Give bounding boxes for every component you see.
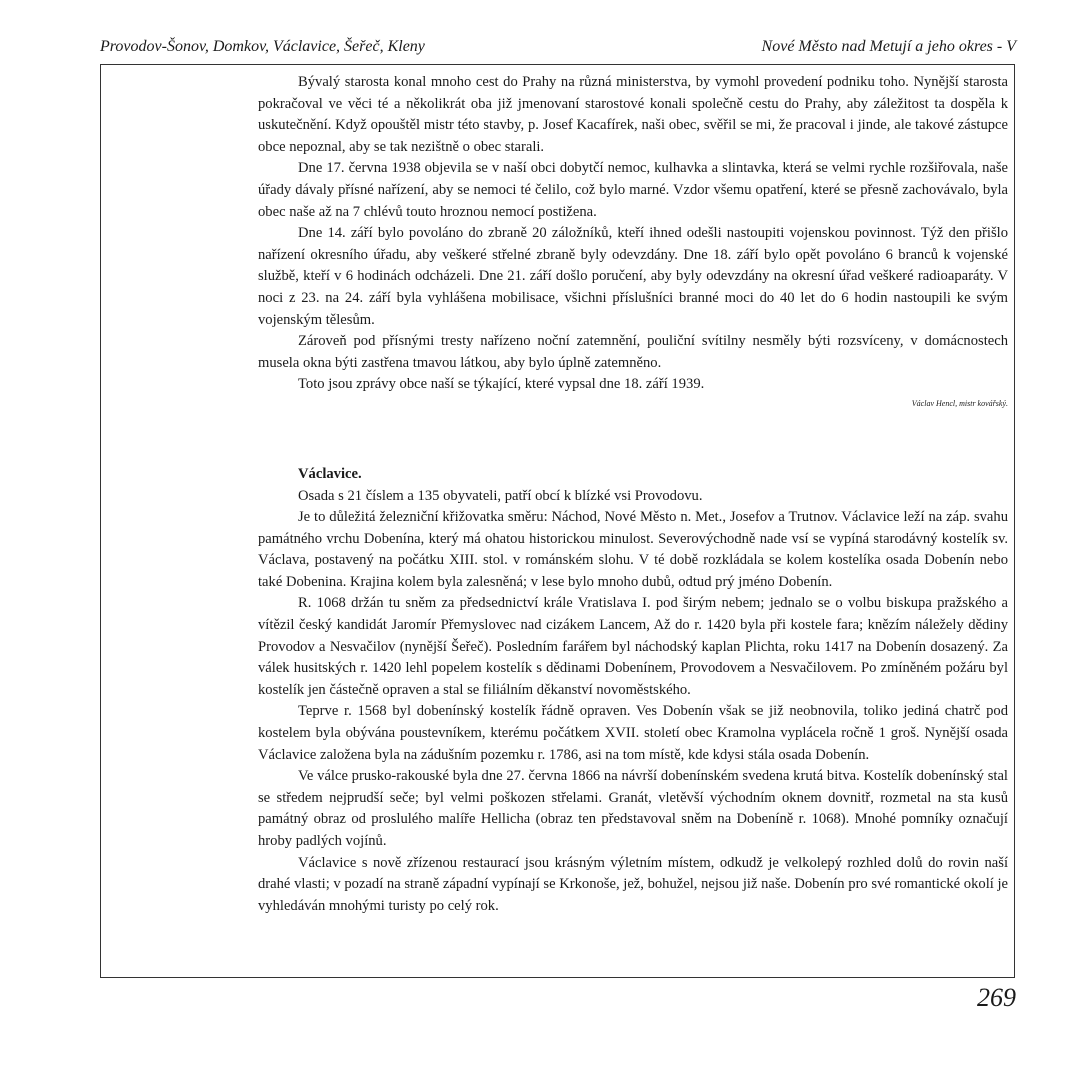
paragraph: R. 1068 držán tu sněm za předsednictví krále Vratislava I. pod širým nebem; jednalo se o volbu biskupa pražského a vítězil český kandidát Jaromír Přemyslovec nad cizákem Lancem, Až do r. 1420 byla při kostele fara; knězím náležely dědiny Provodov a Nesvačilov (nynější Šeřeč). Posledním farářem byl náchodský kaplan Plichta, roku 1417 na Dobenín dosazený. Za válek husitských r. 1420 lehl popelem kostelík s dědinami Dobenínem, Provodovem a Nesvačilovem. Po zmíněném požáru byl kostelík jen částečně opraven a stal se filiálním děkanství novoměstského.	[258, 595, 1008, 698]
header-left: Provodov-Šonov, Domkov, Václavice, Šeřeč, Kleny	[100, 38, 425, 55]
signature: Václav Hencl, mistr kovářský.	[911, 398, 1008, 408]
paragraph: Je to důležitá železniční křižovatka směru: Náchod, Nové Město n. Met., Josefov a Trutnov. Václavice leží na záp. svahu památného vrchu Dobenína, který má ohatou historickou minulost. Severovýchodně nade vsí se vypíná starodávný kostelík sv. Václava, postavený na počátku XIII. stol. v románském slohu. V té době rozkládala se kolem kostelíka osada Dobenín nebo také Dobenina. Krajina kolem byla zalesněná; v lese bylo mnoho dubů, odtud prý jméno Dobenín.	[258, 509, 1008, 590]
paragraph: Zároveň pod přísnými tresty nařízeno noční zatemnění, pouliční svítilny nesměly býti rozsvíceny, v domácnostech musela okna býti zastřena tmavou látkou, aby bylo úplně zatemněno.	[258, 333, 1008, 371]
paragraph: Ve válce prusko-rakouské byla dne 27. června 1866 na návrší dobenínském svedena krutá bitva. Kostelík dobenínský stal se středem nejprudší seče; byl velmi poškozen střelami. Granát, vletěvší východním oknem dovnitř, rozmetal na sta kusů památný obraz od proslulého malíře Hellicha (obraz ten představoval sněm na Dobeníně r. 1068). Mnohé pomníky označují hroby padlých vojínů.	[258, 768, 1008, 849]
paragraph: Teprve r. 1568 byl dobenínský kostelík řádně opraven. Ves Dobenín však se již neobnovila, toliko jediná chatrč pod kostelem byla obývána poustevníkem, kterému počátkem XVII. století obec Kramolna vyplácela ročně 1 groš. Nynější osada Václavice založena byla na zádušním pozemku r. 1786, asi na tom místě, kde kdysi stála osada Dobenín.	[258, 703, 1008, 763]
paragraph: Osada s 21 číslem a 135 obyvateli, patří obcí k blízké vsi Provodovu.	[298, 487, 703, 504]
paragraph: Bývalý starosta konal mnoho cest do Prahy na různá ministerstva, by vymohl provedení podniku toho. Nynější starosta pokračoval ve věci té a několikrát oba již jmenovaní starostové konali společně cestu do Prahy, aby záležitost ta dospěla k uskutečnění. Když opouštěl mistr této stavby, p. Josef Kacafírek, naši obec, svěřil se mi, že pracoval i jinde, ale takové zástupce obce nepoznal, aby se tak nezištně o obec starali.	[258, 74, 1008, 155]
page-content	[258, 72, 1008, 917]
section-spacer	[258, 410, 1008, 464]
paragraph: Dne 17. června 1938 objevila se v naší obci dobytčí nemoc, kulhavka a slintavka, která se velmi rychle rozšiřovala, naše úřady dávaly přísné nařízení, aby se nemoci té čelilo, což bylo marné. Vzdor všemu opatření, které se přesně zachovávalo, byla obec naše až na 7 chlévů touto hroznou nemocí postižena.	[258, 160, 1008, 220]
header-right: Nové Město nad Metují a jeho okres - V	[761, 38, 1016, 55]
section-title: Václavice.	[298, 465, 362, 482]
paragraph: Toto jsou zprávy obce naší se týkající, které vypsal dne 18. září 1939.	[298, 376, 705, 393]
page-number: 269	[977, 983, 1016, 1012]
paragraph: Dne 14. září bylo povoláno do zbraně 20 záložníků, kteří ihned odešli nastoupiti vojenskou povinnost. Týž den přišlo nařízení okresního úřadu, aby veškeré střelné zbraně byly odevzdány. Dne 18. září bylo opět povoláno 6 branců k vojenské službě, kteří v 6 hodinách odcházeli. Dne 21. září došlo poručení, aby byly odevzdány na okresní úřad veškeré radioaparáty. V noci z 23. na 24. září byla vyhlášena mobilisace, všichni příslušníci branné moci do 40 let do 6 hodin nastoupili ke svým vojenským tělesům.	[258, 225, 1008, 328]
paragraph: Václavice s nově zřízenou restaurací jsou krásným výletním místem, odkudž je velkolepý rozhled dolů do rovin naší drahé vlasti; v pozadí na straně západní vypínají se Krkonoše, jež, bohužel, nejsou již naše. Dobenín pro své romantické okolí je vyhledáván mnohými turisty po celý rok.	[258, 854, 1008, 914]
running-header	[100, 38, 1016, 60]
